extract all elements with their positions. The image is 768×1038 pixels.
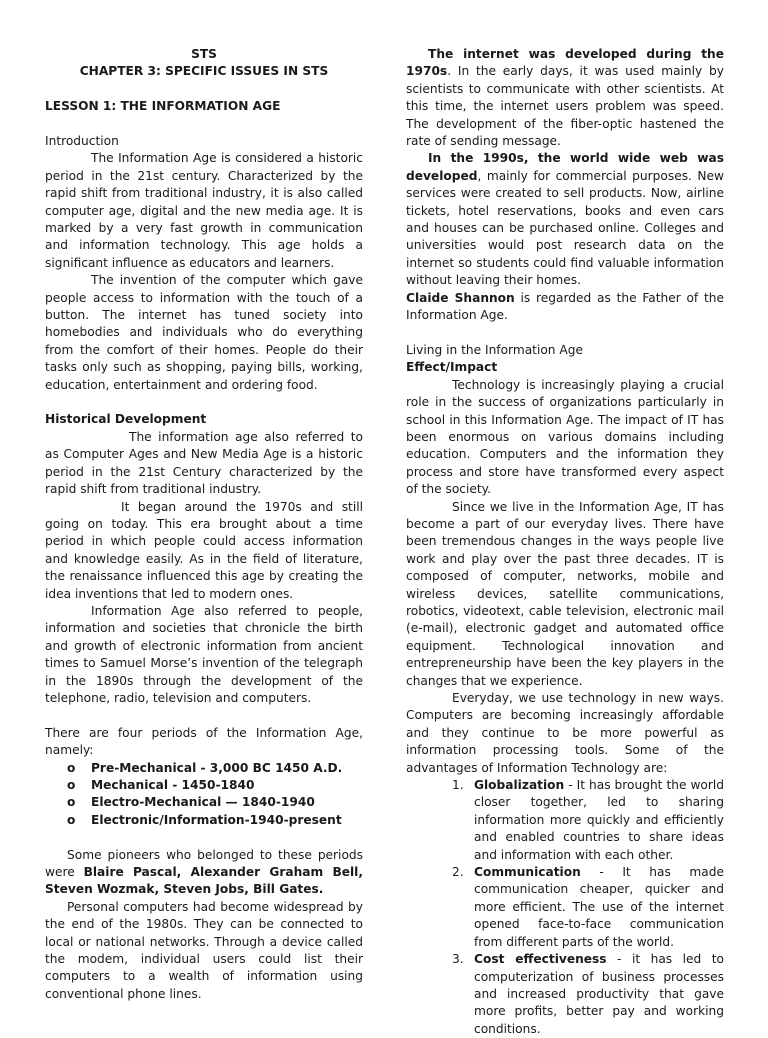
pioneer-names: Blaire Pascal, Alexander Graham Bell, Steven Wozmak, Steven Jobs, Bill Gates. — [45, 865, 363, 897]
effect-heading: Effect/Impact — [406, 360, 498, 375]
course-title: STS — [191, 47, 217, 61]
history-heading: Historical Development — [45, 412, 207, 427]
bullet-icon: o — [67, 795, 76, 810]
history-paragraph-3: Information Age also referred to people, information and societies that chronicle the birth and growth of electronic information from ancient times to Samuel Morse’s invention of the telegraph in the 1890s through the development of the telephone, radio, television and computers. — [45, 603, 363, 705]
pc-paragraph: Personal computers had become widespread by the end of the 1980s. They can be connected to local or national networks. Through a device called the modem, individual users could list their computers to a wealth of information using conventional phone lines. — [45, 899, 363, 1001]
list-item: o Pre-Mechanical - 3,000 BC 1450 A.D. — [67, 760, 363, 777]
periods-intro: There are four periods of the Information Age, namely: — [45, 725, 363, 758]
living-heading: Living in the Information Age — [406, 342, 583, 357]
intro-paragraph-1: The Information Age is considered a historic period in the 21st century. Characterized by the rapid shift from traditional industry, it is also called computer age, digital and the new media age. It is marked by a very fast growth in communication and information technology. This age holds a significant influence as educators and learners. — [45, 151, 363, 270]
list-item: o Electronic/Information-1940-present — [67, 812, 363, 829]
internet-paragraph-2: In the 1990s, the world wide web was developed, mainly for commercial purposes. New services were created to sell products. Now, airline tickets, hotel reservations, books and even cars and houses can be purchased online. Colleges and universities would post research data on the internet so students could find valuable information without leaving their homes. — [406, 151, 724, 288]
chapter-title: CHAPTER 3: SPECIFIC ISSUES IN STS — [79, 64, 329, 79]
bullet-icon: o — [67, 760, 76, 775]
pioneers-paragraph: Some pioneers who belonged to these periods were Blaire Pascal, Alexander Graham Bell, Steven Wozmak, Steven Jobs, Bill Gates. — [45, 847, 363, 897]
bullet-icon: o — [67, 778, 76, 792]
living-paragraph-1: Technology is increasingly playing a crucial role in the success of organizations particularly in school in this Information Age. The impact of IT has been enormous on various domains including education. Computers and the information they process and store have transformed every aspect of the society. — [406, 377, 724, 497]
advantages-list — [406, 777, 724, 1038]
history-paragraph-2: It began around the 1970s and still going on today. This era brought about a time period in which people could access information and knowledge easily. As in the field of literature, the renaissance influenced this age by creating the idea inventions that led to modern ones. — [45, 499, 363, 601]
living-paragraph-2: Since we live in the Information Age, IT has become a part of our everyday lives. There have been tremendous changes in the ways people live work and play over the past three decades. IT is composed of computer, networks, mobile and wireless devices, satellite communications, robotics, videotext, cable television, electronic mail (e-mail), electronic gadget and automated office equipment. Technological innovation and entrepreneurship have been the key players in the changes that we experience. — [406, 499, 724, 688]
list-item: 3. Cost effectiveness - it has led to computerization of business processes and increased productivity that gave more profits, better pay and working conditions. — [452, 952, 724, 1036]
intro-heading: Introduction — [45, 134, 119, 148]
list-item: o Mechanical - 1450-1840 — [67, 777, 363, 794]
periods-list — [45, 760, 363, 830]
lesson-title: LESSON 1: THE INFORMATION AGE — [45, 99, 281, 114]
left-column — [45, 46, 363, 1003]
list-item: 2. Communication - It has made communication cheaper, quicker and more efficient. The use of the internet opened face-to-face communication from different parts of the world. — [452, 865, 724, 949]
list-item: 1. Globalization - It has brought the world closer together, led to sharing information more quickly and efficiently and enabled countries to share ideas and information with each other. — [452, 778, 724, 862]
right-column — [406, 46, 724, 1038]
bullet-icon: o — [67, 812, 76, 827]
internet-paragraph-1: The internet was developed during the 1970s. In the early days, it was used mainly by scientists to communicate with other scientists. At this time, the internet users problem was speed. The development of the fiber-optic hastened the rate of sending message. — [406, 47, 724, 149]
shannon-paragraph: Claide Shannon is regarded as the Father of the Information Age. — [406, 290, 724, 323]
living-paragraph-3: Everyday, we use technology in new ways. Computers are becoming increasingly affordable and they continue to be more powerful as information processing tools. Some of the advantages of Information Technology are: — [406, 691, 724, 775]
intro-paragraph-2: The invention of the computer which gave people access to information with the touch of a button. The internet has tuned society into homebodies and individuals who do everything from the comfort of their homes. People do their tasks only such as shopping, paying bills, working, education, entertainment and ordering food. — [45, 273, 363, 392]
list-item: o Electro-Mechanical — 1840-1940 — [67, 794, 363, 811]
history-paragraph-1: The information age also referred to as Computer Ages and New Media Age is a historic period in the 21st Century characterized by the rapid shift from traditional industry. — [45, 429, 363, 497]
